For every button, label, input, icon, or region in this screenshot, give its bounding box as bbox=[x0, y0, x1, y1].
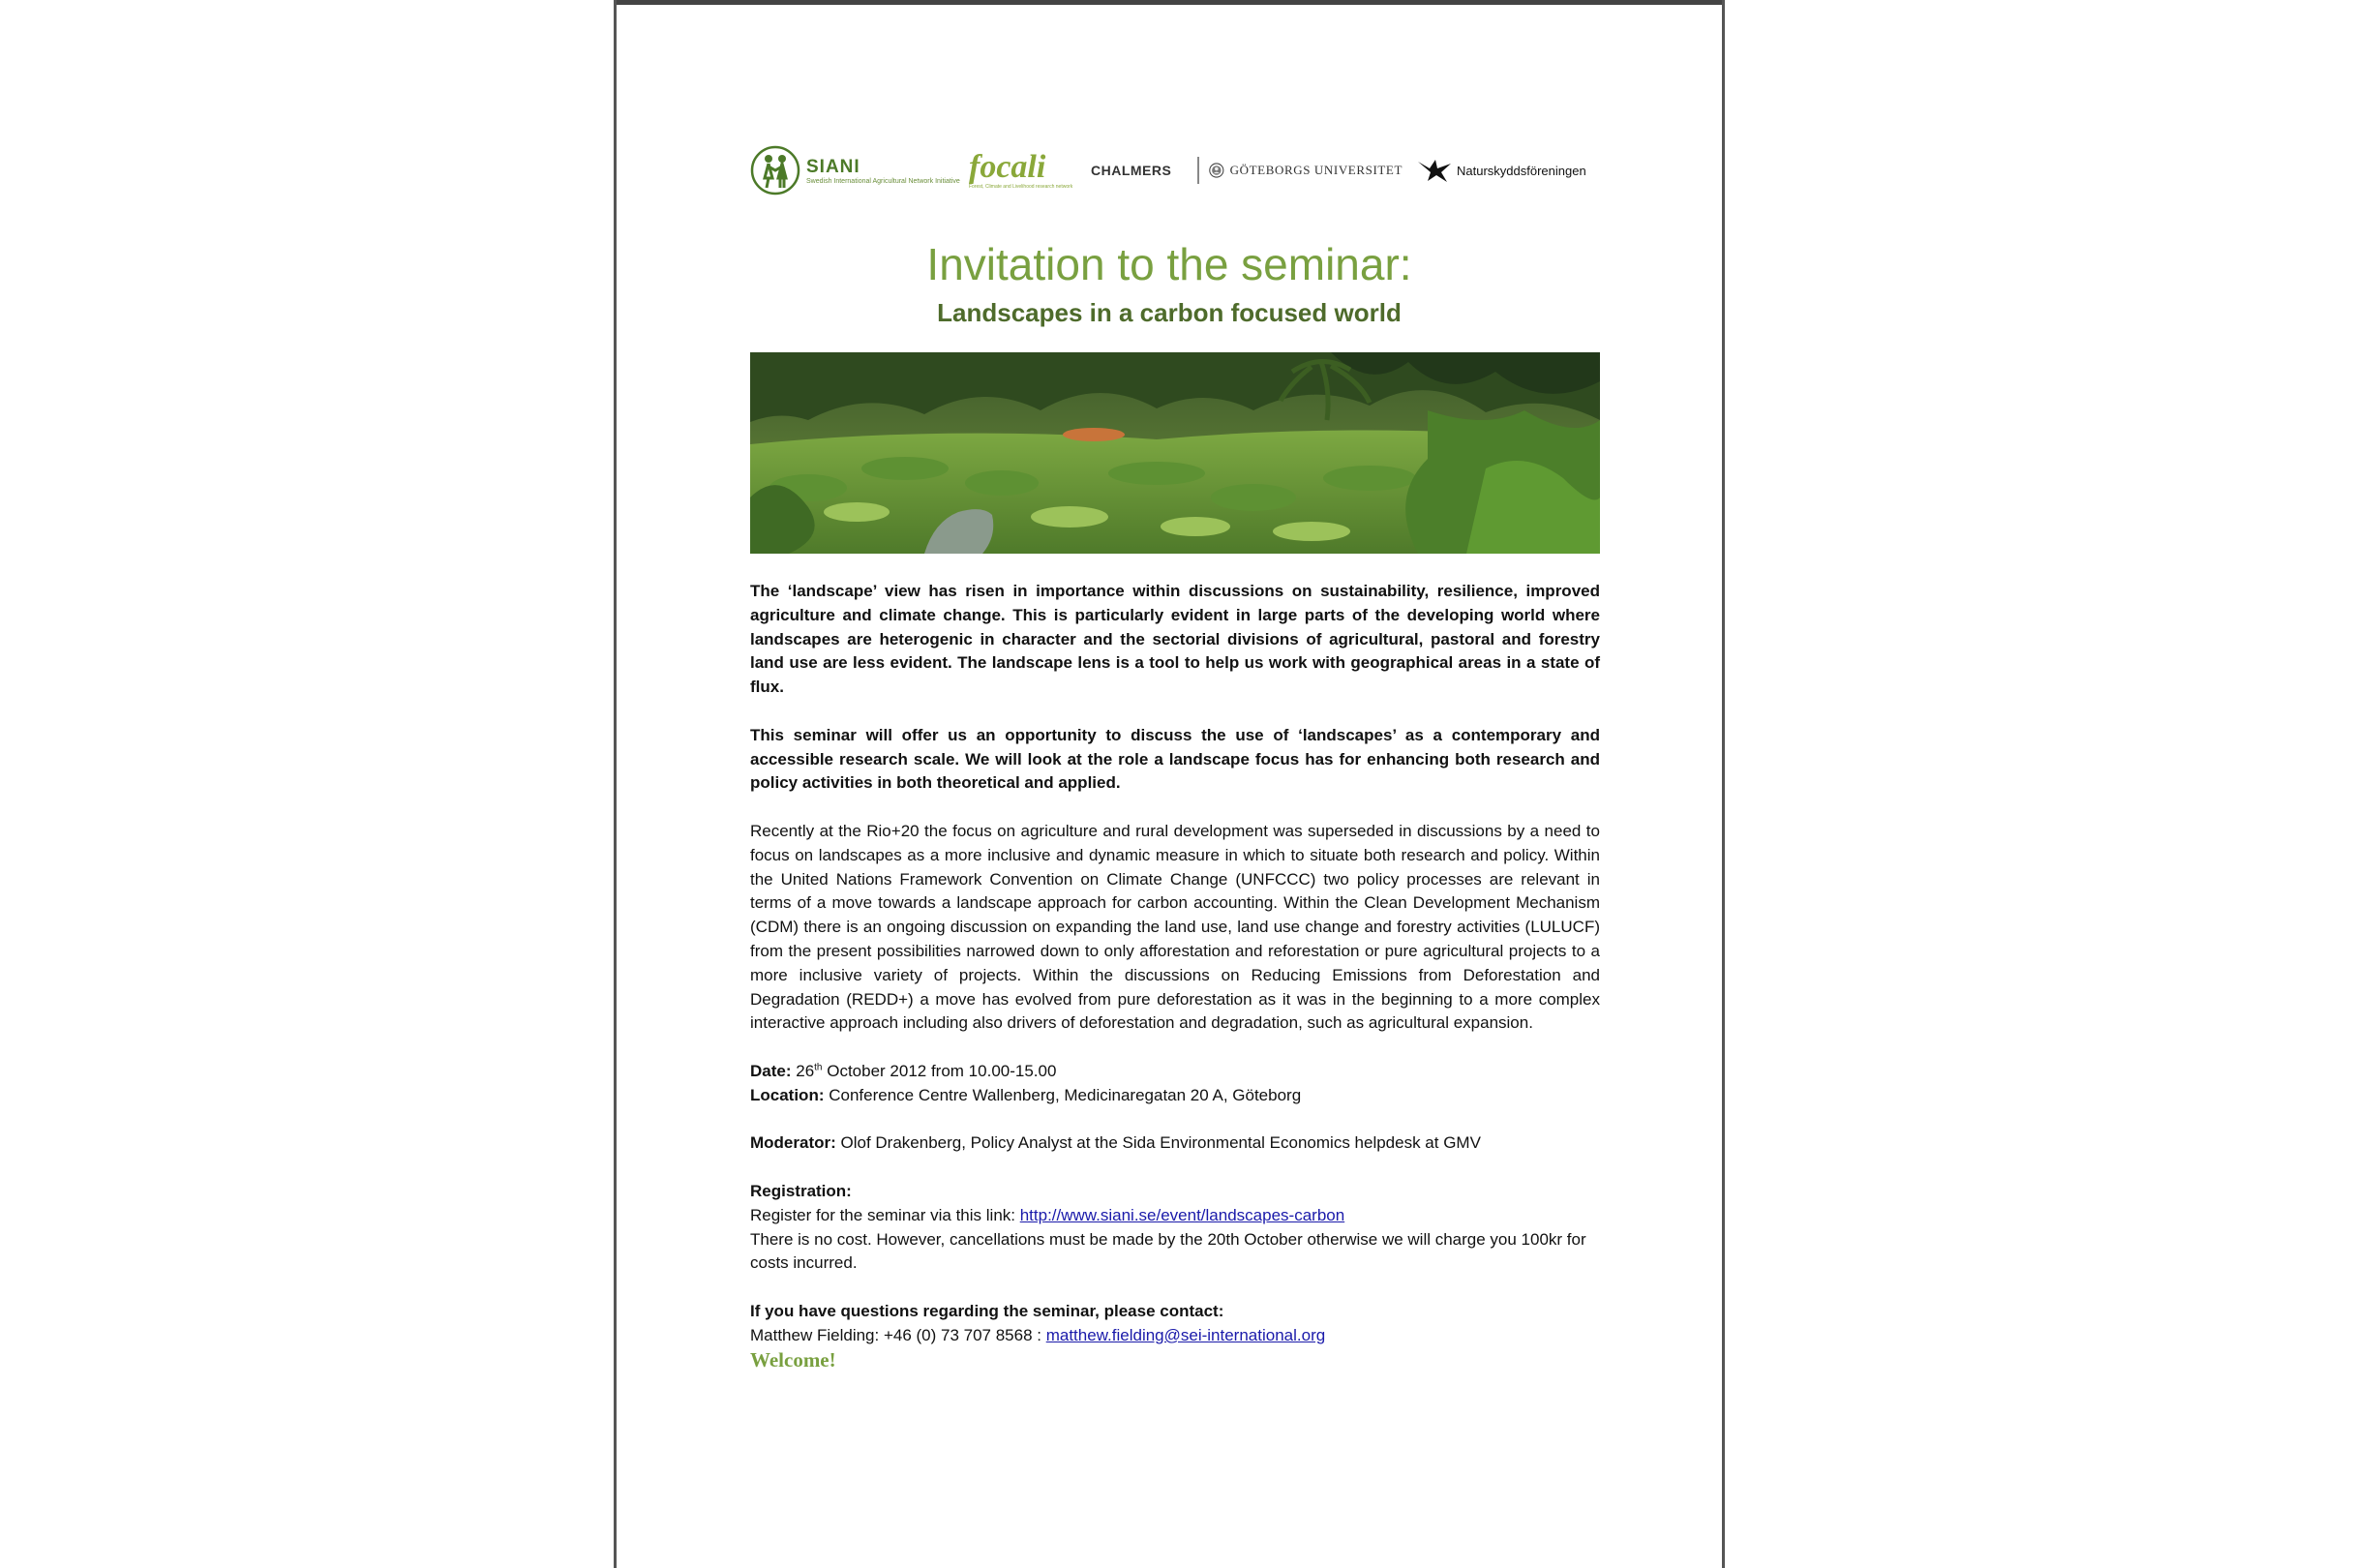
location-value: Conference Centre Wallenberg, Medicinaregatan 20 A, Göteborg bbox=[824, 1085, 1302, 1104]
siani-name: SIANI bbox=[806, 156, 860, 177]
location-label: Location: bbox=[750, 1085, 825, 1104]
ssnc-name: Naturskyddsföreningen bbox=[1457, 163, 1586, 178]
register-text: Register for the seminar via this link: bbox=[750, 1205, 1020, 1224]
chalmers-name: CHALMERS bbox=[1091, 163, 1172, 178]
gu-logo bbox=[1209, 143, 1403, 197]
date-value: October 2012 from 10.00-15.00 bbox=[822, 1061, 1057, 1080]
gu-name: GÖTEBORGS UNIVERSITET bbox=[1229, 163, 1403, 177]
siani-subtitle: Swedish International Agricultural Network Initiative bbox=[806, 177, 960, 185]
moderator-label: Moderator: bbox=[750, 1133, 836, 1153]
chalmers-logo bbox=[1091, 143, 1188, 197]
date-line bbox=[750, 1060, 1600, 1084]
ssnc-logo bbox=[1416, 143, 1600, 197]
contact-line bbox=[750, 1324, 1600, 1348]
focali-name: focali bbox=[969, 149, 1046, 185]
gu-seal-icon bbox=[1209, 156, 1224, 185]
moderator-value: Olof Drakenberg, Policy Analyst at the Sida Environmental Economics helpdesk at GMV bbox=[835, 1133, 1481, 1153]
date-label: Date: bbox=[750, 1061, 792, 1080]
seminar-purpose-paragraph: This seminar will offer us an opportunity to discuss the use of ‘landscapes’ as a contemporary and accessible research scale. We will look at the role a landscape focus has for enhancing both research and policy activities in both theoretical and applied. bbox=[750, 725, 1600, 793]
date-day: 26 bbox=[791, 1061, 815, 1080]
document-page bbox=[614, 0, 1725, 1568]
contact-email-link[interactable]: matthew.fielding@sei-international.org bbox=[1045, 1325, 1326, 1344]
moderator-line bbox=[750, 1131, 1600, 1156]
focali-logo bbox=[969, 143, 1081, 197]
siani-logo bbox=[750, 143, 963, 197]
location-line bbox=[750, 1084, 1600, 1108]
welcome-text: Welcome! bbox=[750, 1347, 836, 1372]
intro-paragraph: The ‘landscape’ view has risen in importance within discussions on sustainability, resilience, improved agriculture and climate change. This is particularly evident in large parts of the developing world where landscapes are heterogenic in character and the sectorial divisions of agricultural, pastoral and forestry land use are less evident. The landscape lens is a tool to help us work with geographical areas in a state of flux. bbox=[750, 582, 1600, 697]
invitation-body bbox=[750, 580, 1600, 1372]
registration-label: Registration: bbox=[750, 1181, 852, 1200]
landscape-photo bbox=[750, 352, 1600, 554]
cost-note: There is no cost. However, cancellations must be made by the 20th October otherwise we will charge you 100kr for costs incurred. bbox=[750, 1229, 1586, 1273]
contact-text: Matthew Fielding: +46 (0) 73 707 8568 : bbox=[750, 1325, 1046, 1344]
seminar-title: Invitation to the seminar: bbox=[926, 239, 1412, 289]
date-suffix: th bbox=[814, 1062, 823, 1073]
partner-logos bbox=[750, 143, 1600, 197]
seminar-subtitle: Landscapes in a carbon focused world bbox=[937, 298, 1402, 327]
page-top-border bbox=[617, 0, 1722, 5]
focali-subtitle: Forest, Climate and Livelihood research network bbox=[969, 184, 1073, 190]
register-line bbox=[750, 1204, 1600, 1228]
logo-divider bbox=[1197, 157, 1199, 184]
registration-link[interactable]: http://www.siani.se/event/landscapes-carbon bbox=[1019, 1205, 1345, 1224]
siani-figures-icon bbox=[750, 145, 800, 196]
swallow-bird-icon bbox=[1416, 156, 1453, 185]
contact-label: If you have questions regarding the seminar, please contact: bbox=[750, 1301, 1224, 1320]
background-paragraph: Recently at the Rio+20 the focus on agriculture and rural development was superseded in discussions by a need to focus on landscapes as a more inclusive and dynamic measure in which to situate both research and policy. Within the United Nations Framework Convention on Climate Change (UNFCCC) two policy processes are relevant in terms of a move towards a landscape approach for carbon accounting. Within the Clean Development Mechanism (CDM) there is an ongoing discussion on expanding the land use, land use change and forestry activities (LULUCF) from the present possibilities narrowed down to only afforestation and reforestation or pure agricultural projects to a more inclusive variety of projects. Within the discussions on Reducing Emissions from Deforestation and Degradation (REDD+) a move has evolved from pure deforestation as it was in the beginning to a more complex interactive approach including also drivers of deforestation and degradation, such as agricultural expansion. bbox=[750, 821, 1600, 1033]
